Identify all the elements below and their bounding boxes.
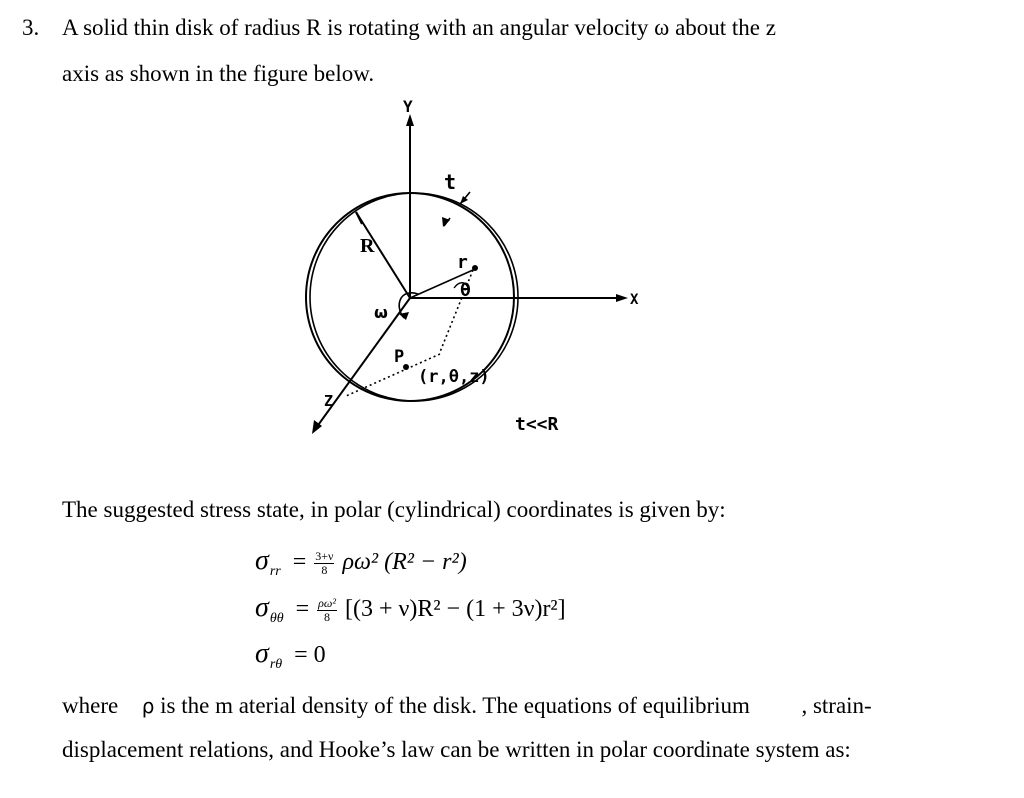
where-text-line <box>62 694 872 717</box>
label-coords: (r,θ,z) <box>418 367 490 387</box>
equation-rt-rest: = 0 <box>294 642 326 668</box>
equation-sigma-thetatheta <box>255 592 566 624</box>
fraction-tt-denominator: 8 <box>324 609 331 624</box>
label-t: t <box>444 170 457 194</box>
label-z: Z <box>324 392 334 410</box>
stress-intro-text: The suggested stress state, in polar (cylindrical) coordinates is given by: <box>62 497 726 522</box>
rotating-disk-figure <box>300 92 660 444</box>
fraction-tt <box>317 597 337 623</box>
label-theta: θ <box>460 280 471 301</box>
equation-rr-rest: ρω² (R² − r²) <box>342 549 467 575</box>
where-word: where <box>62 693 119 718</box>
where-end: , strain- <box>801 693 872 718</box>
question-number: 3. <box>22 15 40 40</box>
equals-sign: = <box>292 549 307 575</box>
fraction-tt-numerator: ρω² <box>318 596 336 611</box>
label-x: X <box>630 292 639 308</box>
subscript-thetatheta: θθ <box>269 611 284 626</box>
label-omega: ω <box>374 303 388 322</box>
equation-sigma-rtheta <box>255 638 326 670</box>
rho-symbol: ρ <box>141 694 155 718</box>
displacement-text-line: displacement relations, and Hooke’s law can be written in polar coordinate system as: <box>62 737 851 762</box>
sigma-symbol: σ <box>255 545 269 576</box>
fraction-rr-denominator: 8 <box>321 562 328 577</box>
label-R: R <box>360 235 375 257</box>
point-r <box>472 265 478 271</box>
equals-sign: = <box>295 596 310 622</box>
fraction-rr-numerator: 3+ν <box>315 549 334 564</box>
label-p: P <box>394 347 405 367</box>
subscript-rtheta: rθ <box>269 657 283 672</box>
sigma-symbol: σ <box>255 638 269 669</box>
question-text-line-2: axis as shown in the figure below. <box>62 61 375 86</box>
label-y: Y <box>403 97 413 116</box>
question-text-line-1: A solid thin disk of radius R is rotating with an angular velocity ω about the z <box>62 15 776 40</box>
label-t-ll-r: t<<R <box>515 414 559 435</box>
equation-sigma-rr <box>255 545 467 577</box>
where-middle: is the m aterial density of the disk. The equations of equilibrium <box>160 693 750 718</box>
label-r: r <box>457 252 468 273</box>
subscript-rr: rr <box>269 564 281 579</box>
equation-tt-rest: [(3 + ν)R² − (1 + 3ν)r²] <box>344 596 566 622</box>
sigma-symbol: σ <box>255 592 269 623</box>
fraction-rr <box>314 550 334 576</box>
